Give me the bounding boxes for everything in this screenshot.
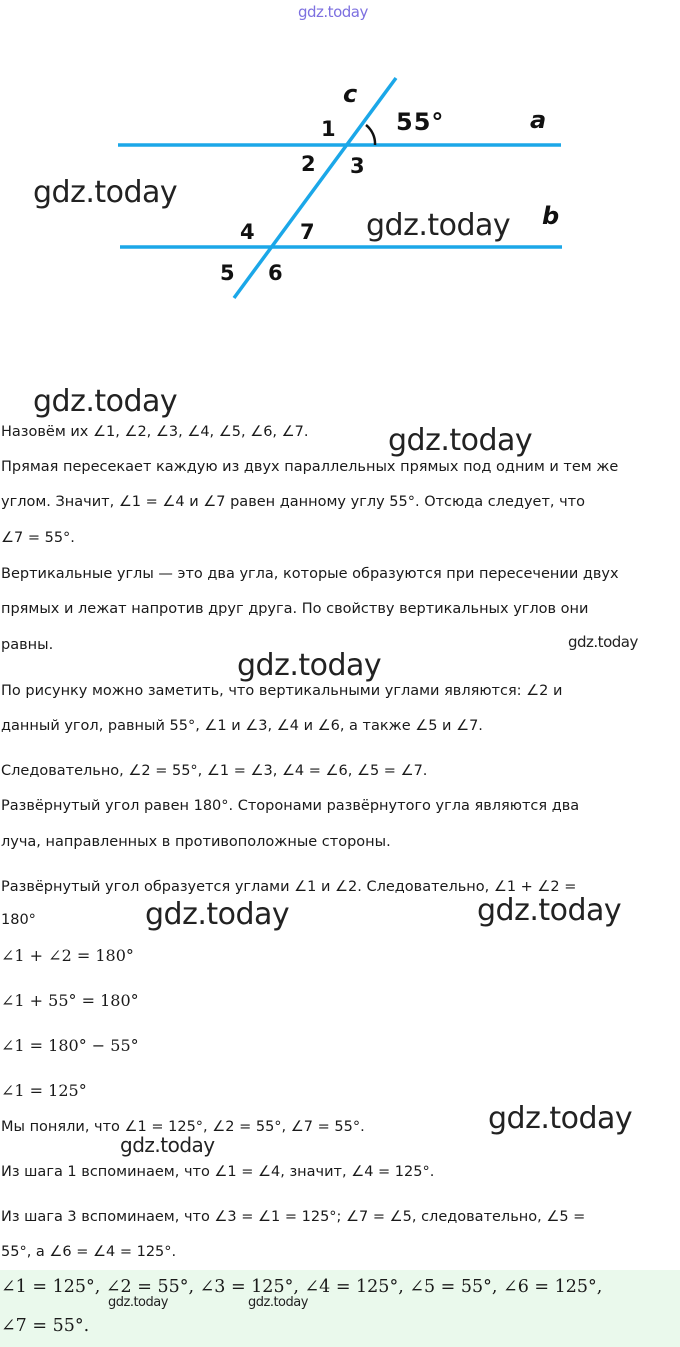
angle-6-label: 6 [268, 261, 283, 285]
watermark: gdz.today [488, 1101, 633, 1136]
equation-line: ∠1 = 125° [1, 1081, 87, 1100]
watermark: gdz.today [33, 175, 178, 210]
angle-4-label: 4 [240, 220, 255, 244]
text-line: 55°, а ∠6 = ∠4 = 125°. [1, 1244, 177, 1260]
text-line: Из шага 1 вспоминаем, что ∠1 = ∠4, значит, ∠4 = 125°. [1, 1164, 435, 1180]
answer-line: ∠1 = 125°, ∠2 = 55°, ∠3 = 125°, ∠4 = 125°, ∠5 = 55°, ∠6 = 125°, [1, 1277, 603, 1297]
text-line: ∠7 = 55°. [1, 530, 75, 546]
text-line: 180° [1, 912, 36, 928]
equation-line: ∠1 + ∠2 = 180° [1, 946, 134, 965]
angle-3-label: 3 [350, 154, 365, 178]
angle-5-label: 5 [220, 261, 235, 285]
text-line: Развёрнутый угол образуется углами ∠1 и ∠2. Следовательно, ∠1 + ∠2 = [1, 879, 577, 895]
watermark: gdz.today [120, 1133, 215, 1157]
equation-line: ∠1 = 180° − 55° [1, 1036, 139, 1055]
watermark: gdz.today [477, 893, 622, 928]
line-c [234, 78, 396, 298]
text-line: Развёрнутый угол равен 180°. Сторонами развёрнутого угла являются два [1, 798, 580, 814]
text-line: По рисунку можно заметить, что вертикальными углами являются: ∠2 и [1, 683, 563, 699]
watermark: gdz.today [237, 648, 382, 683]
text-line: Мы поняли, что ∠1 = 125°, ∠2 = 55°, ∠7 = 55°. [1, 1119, 365, 1135]
angle-arc-55 [366, 125, 375, 145]
watermark: gdz.today [145, 897, 290, 932]
watermark: gdz.today [388, 423, 533, 458]
geometry-figure [0, 0, 680, 310]
watermark: gdz.today [248, 1295, 308, 1310]
text-line: Вертикальные углы — это два угла, которые образуются при пересечении двух [1, 566, 619, 582]
given-angle-label: 55° [396, 108, 445, 136]
watermark: gdz.today [568, 633, 638, 651]
answer-line: ∠7 = 55°. [1, 1316, 90, 1336]
line-a-label: a [530, 106, 547, 134]
text-line: луча, направленных в противоположные стороны. [1, 834, 391, 850]
text-line: Назовём их ∠1, ∠2, ∠3, ∠4, ∠5, ∠6, ∠7. [1, 424, 309, 440]
line-b-label: b [542, 202, 560, 230]
watermark: gdz.today [33, 384, 178, 419]
text-line: данный угол, равный 55°, ∠1 и ∠3, ∠4 и ∠6, а также ∠5 и ∠7. [1, 718, 483, 734]
line-c-label: c [343, 80, 358, 108]
equation-line: ∠1 + 55° = 180° [1, 991, 139, 1010]
angle-2-label: 2 [301, 152, 316, 176]
text-line: прямых и лежат напротив друг друга. По свойству вертикальных углов они [1, 601, 589, 617]
text-line: Прямая пересекает каждую из двух параллельных прямых под одним и тем же [1, 459, 619, 475]
watermark: gdz.today [108, 1295, 168, 1310]
angle-1-label: 1 [321, 117, 336, 141]
text-line: Из шага 3 вспоминаем, что ∠3 = ∠1 = 125°; ∠7 = ∠5, следовательно, ∠5 = [1, 1209, 586, 1225]
text-line: Следовательно, ∠2 = 55°, ∠1 = ∠3, ∠4 = ∠6, ∠5 = ∠7. [1, 763, 428, 779]
angle-7-label: 7 [300, 220, 315, 244]
watermark-top: gdz.today [298, 3, 368, 21]
watermark: gdz.today [366, 208, 511, 243]
text-line: равны. [1, 637, 54, 653]
text-line: углом. Значит, ∠1 = ∠4 и ∠7 равен данному углу 55°. Отсюда следует, что [1, 494, 585, 510]
answer-box [0, 1270, 680, 1347]
